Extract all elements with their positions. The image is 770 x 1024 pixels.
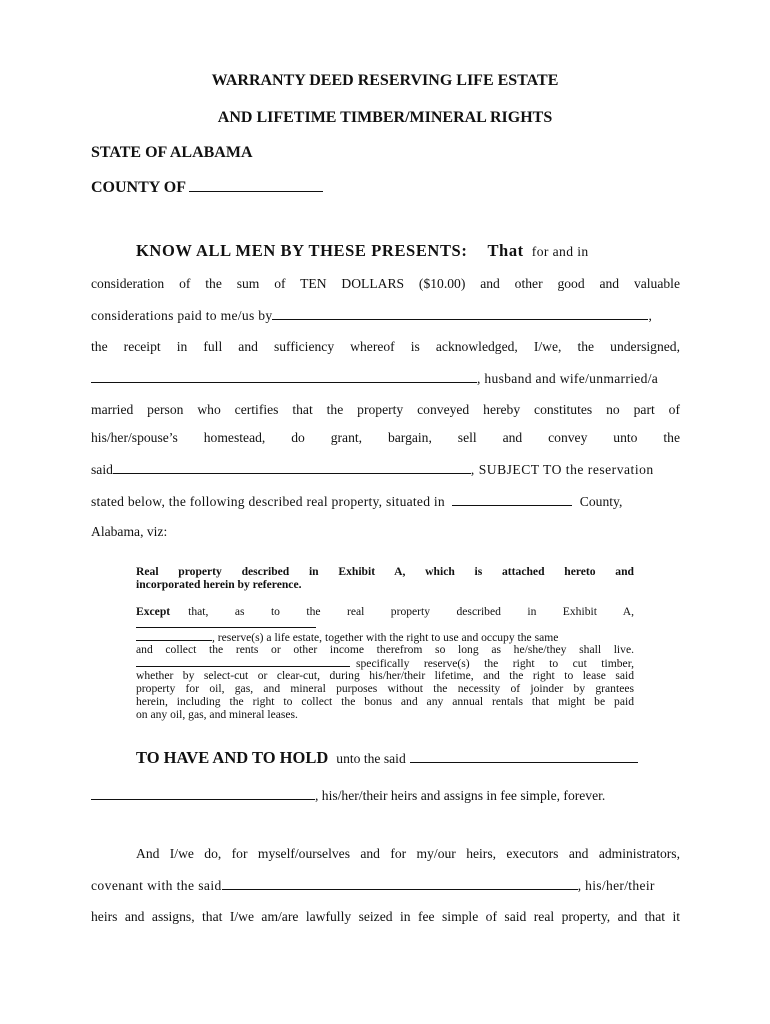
covenant-line-3: heirs and assigns, that I/we am/are lawfully seized in fee simple of said real property, and that it xyxy=(91,909,680,924)
para1-line-9: Alabama, viz: xyxy=(91,524,168,539)
except-word: Except xyxy=(136,605,171,618)
title-line-1: WARRANTY DEED RESERVING LIFE ESTATE xyxy=(211,72,559,89)
intro-for-and-in: for and in xyxy=(531,244,589,259)
husband-wife-text: , husband and wife/unmarried/a xyxy=(477,371,659,386)
timber-reserver-blank[interactable] xyxy=(136,656,350,667)
reserve-life-estate-text: , reserve(s) a life estate, together with the right to use and occupy the same xyxy=(212,631,559,644)
subject-to-text: , SUBJECT TO the reservation xyxy=(470,462,654,477)
said-text: said xyxy=(91,462,113,477)
exhibit-line-8: property for oil, gas, and mineral purposes without the necessity of joinder by grantees xyxy=(136,682,634,695)
grantor-name-blank[interactable] xyxy=(91,370,477,383)
except-rest: that, as to the real property described in Exhibit A, xyxy=(188,605,634,618)
life-tenant-blank[interactable] xyxy=(136,617,316,628)
intro-that: That xyxy=(487,241,524,260)
exhibit-line-9: herein, including the right to collect the bonus and any annual rentals that might be paid xyxy=(136,695,634,708)
covenant-with-text: covenant with the said xyxy=(91,878,222,893)
habendum-grantee-blank-2[interactable] xyxy=(91,787,315,800)
title-line-2: AND LIFETIME TIMBER/MINERAL RIGHTS xyxy=(217,109,553,126)
exhibit-line-2: incorporated herein by reference. xyxy=(136,578,302,591)
timber-text: specifically reserve(s) the right to cut timber, xyxy=(356,657,634,670)
exhibit-line-10: on any oil, gas, and mineral leases. xyxy=(136,708,298,721)
para1-line-6: his/her/spouse’s homestead, do grant, bargain, sell and convey unto the xyxy=(91,430,680,445)
covenant-line-1: And I/we do, for myself/ourselves and for my/our heirs, executors and administrators, xyxy=(136,846,680,861)
para1-line-3: the receipt in full and sufficiency whereof is acknowledged, I/we, the undersigned, xyxy=(91,339,680,354)
county-word: County, xyxy=(579,494,623,509)
para1-line-4 xyxy=(91,370,658,387)
exhibit-line-7: whether by select-cut or clear-cut, during his/her/their lifetime, and the right to lease said xyxy=(136,669,634,682)
grantee-said-blank[interactable] xyxy=(113,461,471,474)
state-heading: STATE OF ALABAMA xyxy=(91,144,253,161)
habendum-line-2 xyxy=(91,787,605,804)
intro-line xyxy=(136,241,589,261)
considerations-text: considerations paid to me/us by xyxy=(91,308,273,323)
situated-text: stated below, the following described real property, situated in xyxy=(91,494,445,509)
exhibit-line-5: and collect the rents or other income therefrom so long as he/she/they shall live. xyxy=(136,643,634,656)
exhibit-line-4 xyxy=(136,630,558,644)
covenant-grantee-blank[interactable] xyxy=(222,877,578,890)
intro-heading: KNOW ALL MEN BY THESE PRESENTS: xyxy=(136,241,468,260)
para1-line-1: consideration of the sum of TEN DOLLARS ($10.00) and other good and valuable xyxy=(91,276,680,291)
habendum-heading: TO HAVE AND TO HOLD xyxy=(136,748,329,767)
exhibit-line-1: Real property described in Exhibit A, which is attached hereto and xyxy=(136,565,634,578)
grantee-paid-by-blank[interactable] xyxy=(272,307,648,320)
habendum-line xyxy=(136,748,638,768)
para1-line-7 xyxy=(91,461,654,478)
exhibit-line-6 xyxy=(136,656,634,670)
habendum-grantee-blank[interactable] xyxy=(410,750,638,763)
county-label: COUNTY OF xyxy=(91,179,186,196)
para1-line-2 xyxy=(91,307,652,324)
unto-text: unto the said xyxy=(336,751,406,766)
covenant-line-2 xyxy=(91,877,655,894)
his-her-their-text: , his/her/their xyxy=(577,878,655,893)
county-heading xyxy=(91,179,323,197)
fee-simple-text: , his/her/their heirs and assigns in fee simple, forever. xyxy=(315,788,606,803)
life-tenant-blank-2[interactable] xyxy=(136,630,212,641)
exhibit-blank-line xyxy=(136,617,316,631)
county-blank[interactable] xyxy=(189,179,323,192)
para1-line-5: married person who certifies that the property conveyed hereby constitutes no part of xyxy=(91,402,680,417)
comma: , xyxy=(648,308,652,323)
para1-line-8 xyxy=(91,493,622,510)
county-name-blank[interactable] xyxy=(452,493,572,506)
